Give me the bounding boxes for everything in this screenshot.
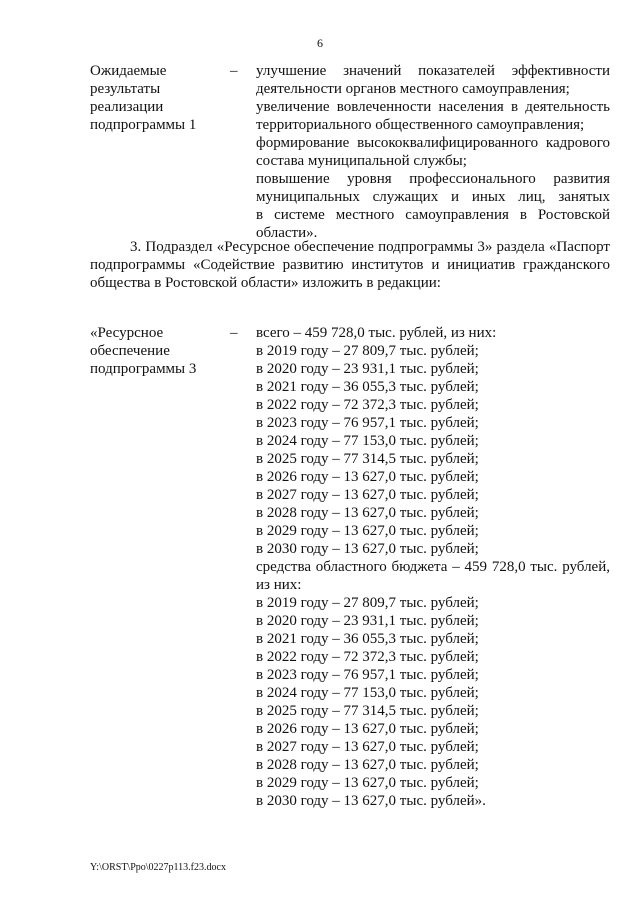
dash-separator: –	[230, 63, 238, 79]
value-line: в 2030 году – 13 627,0 тыс. рублей».	[256, 793, 486, 809]
value-line: формирование высококвалифицированного кадрового	[256, 135, 610, 151]
value-line: в 2019 году – 27 809,7 тыс. рублей;	[256, 595, 479, 611]
footer-file-path: Y:\ORST\Ppo\0227p113.f23.docx	[90, 862, 226, 873]
value-line: деятельности органов местного самоуправления;	[256, 81, 570, 97]
value-line: в 2024 году – 77 153,0 тыс. рублей;	[256, 685, 479, 701]
value-line: в 2030 году – 13 627,0 тыс. рублей;	[256, 541, 479, 557]
value-line: повышение уровня профессионального развития	[256, 171, 610, 187]
value-line: в 2028 году – 13 627,0 тыс. рублей;	[256, 757, 479, 773]
expected-results-block	[90, 62, 610, 242]
paragraph-line: общества в Ростовской области» изложить в редакции:	[90, 275, 441, 291]
value-line: в 2026 году – 13 627,0 тыс. рублей;	[256, 469, 479, 485]
paragraph-line: 3. Подраздел «Ресурсное обеспечение подпрограммы 3» раздела «Паспорт	[130, 239, 610, 255]
dash-separator: –	[230, 325, 238, 341]
resource-provision-block	[90, 324, 610, 810]
value-line: в 2026 году – 13 627,0 тыс. рублей;	[256, 721, 479, 737]
resource-provision-row	[90, 324, 610, 810]
page-number: 6	[317, 36, 323, 50]
value-line: из них:	[256, 577, 302, 593]
value-line: всего – 459 728,0 тыс. рублей, из них:	[256, 325, 497, 341]
value-line: в 2024 году – 77 153,0 тыс. рублей;	[256, 433, 479, 449]
paragraph-line: подпрограммы «Содействие развитию институтов и инициатив гражданского	[90, 257, 610, 273]
expected-results-row	[90, 62, 610, 242]
value-line: в 2025 году – 77 314,5 тыс. рублей;	[256, 451, 479, 467]
value-line: в 2019 году – 27 809,7 тыс. рублей;	[256, 343, 479, 359]
label-line: результаты	[90, 81, 161, 97]
value-line: в 2029 году – 13 627,0 тыс. рублей;	[256, 523, 479, 539]
value-line: в 2027 году – 13 627,0 тыс. рублей;	[256, 739, 479, 755]
label-line: подпрограммы 1	[90, 117, 197, 133]
value-line: в 2027 году – 13 627,0 тыс. рублей;	[256, 487, 479, 503]
value-line: территориального общественного самоуправления;	[256, 117, 585, 133]
value-line: в 2028 году – 13 627,0 тыс. рублей;	[256, 505, 479, 521]
label-line: подпрограммы 3	[90, 361, 197, 377]
value-line: состава муниципальной службы;	[256, 153, 467, 169]
value-line: в 2029 году – 13 627,0 тыс. рублей;	[256, 775, 479, 791]
value-line: увеличение вовлеченности населения в деятельность	[256, 99, 610, 115]
value-line: в 2022 году – 72 372,3 тыс. рублей;	[256, 649, 479, 665]
section-3-paragraph	[90, 238, 610, 292]
resource-provision-label	[90, 324, 230, 810]
value-line: в 2023 году – 76 957,1 тыс. рублей;	[256, 667, 479, 683]
value-line: в 2020 году – 23 931,1 тыс. рублей;	[256, 613, 479, 629]
value-line: в 2022 году – 72 372,3 тыс. рублей;	[256, 397, 479, 413]
label-line: реализации	[90, 99, 164, 115]
value-line: в 2021 году – 36 055,3 тыс. рублей;	[256, 379, 479, 395]
resource-provision-value	[256, 324, 610, 810]
value-line: муниципальных служащих и иных лиц, занятых	[256, 189, 610, 205]
value-line: средства областного бюджета – 459 728,0 тыс. рублей,	[256, 559, 610, 575]
value-line: в 2023 году – 76 957,1 тыс. рублей;	[256, 415, 479, 431]
expected-results-label	[90, 62, 230, 242]
value-line: в 2025 году – 77 314,5 тыс. рублей;	[256, 703, 479, 719]
label-line: обеспечение	[90, 343, 170, 359]
expected-results-value	[256, 62, 610, 242]
label-line: Ожидаемые	[90, 63, 167, 79]
value-line: в 2021 году – 36 055,3 тыс. рублей;	[256, 631, 479, 647]
label-line: «Ресурсное	[90, 325, 164, 341]
value-line: области».	[256, 225, 318, 241]
value-line: в 2020 году – 23 931,1 тыс. рублей;	[256, 361, 479, 377]
value-line: в системе местного самоуправления в Ростовской	[256, 207, 610, 223]
value-line: улучшение значений показателей эффективности	[256, 63, 610, 79]
